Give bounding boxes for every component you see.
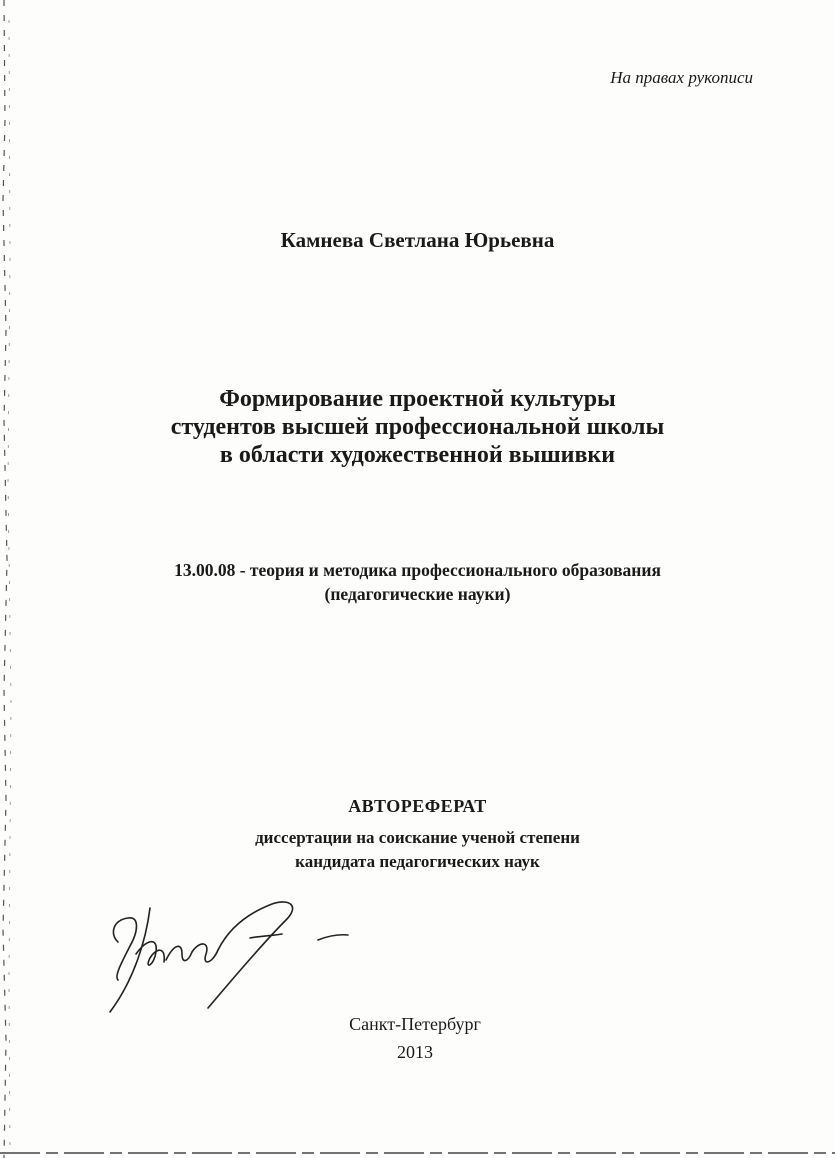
publication-place-year bbox=[295, 1010, 535, 1066]
specialty-line-2: (педагогические науки) bbox=[324, 584, 511, 604]
description-line-1: диссертации на соискание ученой степени bbox=[255, 828, 580, 847]
city: Санкт-Петербург bbox=[349, 1014, 481, 1034]
dissertation-title bbox=[0, 385, 835, 469]
year: 2013 bbox=[397, 1042, 433, 1062]
author-name: Камнева Светлана Юрьевна bbox=[280, 228, 555, 252]
handwritten-signature bbox=[100, 880, 360, 1020]
document-type: АВТОРЕФЕРАТ bbox=[348, 796, 487, 816]
scan-bottom-edge bbox=[0, 1150, 835, 1158]
specialty-line-1: 13.00.08 - теория и методика профессионального образования bbox=[174, 560, 661, 580]
specialty-code bbox=[0, 558, 835, 606]
description-line-2: кандидата педагогических наук bbox=[295, 852, 540, 871]
title-line-3: в области художественной вышивки bbox=[219, 442, 616, 468]
title-line-2: студентов высшей профессиональной школы bbox=[170, 414, 665, 440]
document-description bbox=[0, 826, 835, 874]
title-line-1: Формирование проектной культуры bbox=[219, 386, 616, 412]
manuscript-rights-note: На правах рукописи bbox=[610, 68, 753, 87]
